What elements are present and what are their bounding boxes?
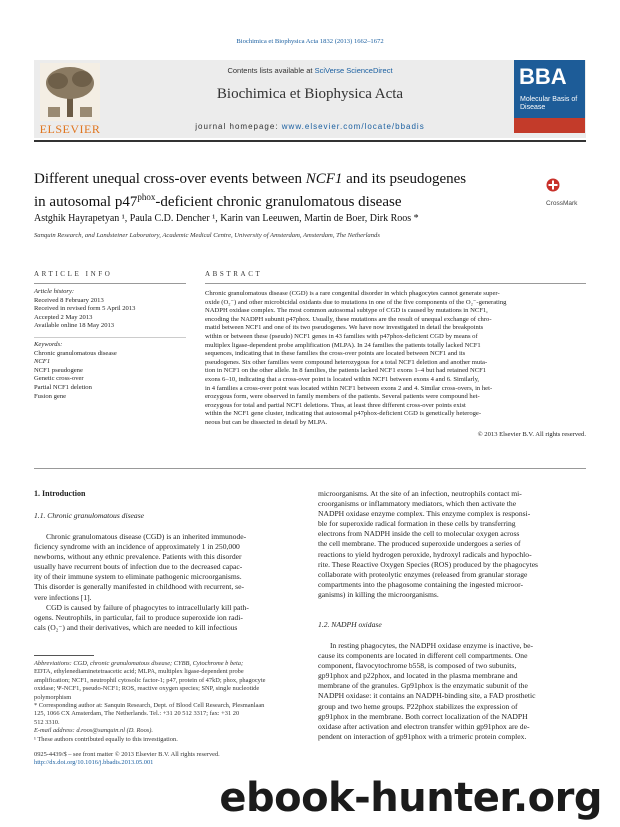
article-info-heading: ARTICLE INFO: [34, 270, 113, 278]
doi-link[interactable]: http://dx.doi.org/10.1016/j.bbadis.2013.05.001: [34, 759, 154, 767]
publisher-name: ELSEVIER: [39, 122, 101, 136]
front-matter: 0925-4439/$ – see front matter © 2013 Elsevier B.V. All rights reserved. http://dx.doi.org/10.1016/j.bbadis.2013.05.001: [34, 751, 302, 768]
sciencedirect-link[interactable]: SciVerse ScienceDirect: [314, 66, 393, 75]
abstract-heading: ABSTRACT: [205, 270, 263, 278]
keywords-rule: [34, 337, 186, 338]
footnote-rule: [34, 655, 94, 656]
abstract-rule: [205, 283, 586, 284]
intro-right-text: microorganisms. At the site of an infection, neutrophils contact mi- croorganisms or inflammatory mediators, which then activate the NADPH oxidase enzyme complex. This enzyme complex is responsi- ble for superoxide radical formation in these cells by transferring electrons from NADPH inside the cell to molecular oxygen across the cell membrane. The produced superoxide undergoes a series of reactions to yield hydrogen peroxide, hydroxyl radicals and hypochlo- rite. These Reactive Oxygen Species (ROS) produced by the phagocytes collaborate with proteolytic enzymes (released from granular storage compartments into the phagosome containing the ingested microor- ganisms) in killing the microorganisms.: [318, 489, 539, 599]
keywords: Keywords: Chronic granulomatous disease NCF1 NCF1 pseudogene Genetic cross-over Partial NCF1 deletion Fusion gene: [34, 341, 117, 400]
watermark: [0, 775, 620, 827]
author-list: Astghik Hayrapetyan ¹, Paula C.D. Dencher ¹, Karin van Leeuwen, Martin de Boer, Dirk Roos *: [34, 213, 419, 224]
crossmark-badge[interactable]: CrossMark: [546, 176, 594, 212]
journal-reference[interactable]: Biochimica et Biophysica Acta 1832 (2013) 1662–1672: [236, 38, 384, 45]
homepage-link[interactable]: www.elsevier.com/locate/bbadis: [281, 122, 425, 131]
footnotes: Abbreviations: CGD, chronic granulomatous disease; CYBB, Cytochrome b beta; EDTA, ethylenediaminetetraacetic acid; MLPA, multiplex ligase-dependent probe amplification; NCF1, neutrophil cytosolic factor-1; p47, protein of 47kD; phox, phagocyte oxidase; Ψ-NCF1, pseudo-NCF1; ROS, reactive oxygen species; SNP, single nucleotide polymorphism * Corresponding author at: Sanquin Research, Dept. of Blood Cell Research, Plesmanlaan 125, 1066 CX Amsterdam, The Netherlands. Tel.: +31 20 512 3317; fax: +31 20 512 3310. E-mail address: d.roos@sanquin.nl (D. Roos). ¹ These authors contributed equally to this investigation.: [34, 660, 302, 744]
crossmark-icon: [546, 178, 560, 192]
abstract-copyright: © 2013 Elsevier B.V. All rights reserved.: [477, 430, 586, 438]
article-history: Article history: Received 8 February 2013 Received in revised form 5 April 2013 Accepted 2 May 2013 Available online 18 May 2013: [34, 288, 136, 330]
cover-band: [514, 118, 585, 133]
abstract-bottom-rule: [34, 468, 586, 469]
nadph-text: In resting phagocytes, the NADPH oxidase enzyme is inactive, be- cause its components are located in different cell compartments. One component, flavocytochrome b558, is composed of two subunits, gp91phox and p22phox, and located in the plasma membrane and membrane of the granules. Gp91phox is the enzymatic subunit of the NADPH oxidase: it contains an NADPH-binding site, a FAD prosthetic group and two heme groups. P22phox stabilizes the expression of gp91phox in the membrane. Both correct localization of the NADPH oxidase after activation and electron transfer within gp91phox are de- pendent on interaction of gp91phox with a trimeric protein complex.: [318, 641, 536, 741]
article-info-rule: [34, 283, 186, 284]
journal-title: Biochimica et Biophysica Acta: [216, 86, 404, 102]
homepage-line: journal homepage: www.elsevier.com/locate/bbadis: [195, 122, 425, 131]
abstract-text: Chronic granulomatous disease (CGD) is a rare congenital disorder in which phagocytes cannot generate super- oxide (O₂⁻) and other microbicidal oxidants due to mutations in one of the five components of the O₂⁻-generating NADPH oxidase complex. The most common autosomal subtype of CGD is caused by mutations in NCF1, encoding the NADPH subunit p47phox. Usually, these mutations are the result of unequal exchange of chro- matid between NCF1 and one of its two pseudogenes. We have now investigated in detail the breakpoints within or between these (pseudo) NCF1 genes in 43 families with p47phox-deficient CGD by means of multiplex ligase-dependent probe amplification (MLPA). In 24 families the patients totally lacked NCF1 sequences, indicating that in these families the cross-over points are located between NCF1 and its pseudogenes. Six other families were compound heterozygous for a total NCF1 deletion and another muta- tion in NCF1 on the other allele. In 8 families, the patients lacked NCF1 exons 1–4 but had retained NCF1 exons 6–10, indicating that a cross-over point is located within NCF1 between exons 4 and 6. Similarly, in 4 families a cross-over point was located within NCF1 between exons 2 and 4. Similar cross-overs, in het- erozygous form, were observed in family members of the patients. Several patients were compound het- erozygous for total and partial NCF1 deletions. Thus, at least three different cross-over points exist within the NCF1 gene cluster, indicating that autosomal p47phox-deficient CGD is genetically heteroge- neous but can be dissected in detail by MLPA. © 2013 Elsevier B.V. All rights reserved.: [205, 290, 586, 438]
article-title: Different unequal cross-over events between NCF1 and its pseudogenes in autosomal $p47^{phox}$-deficient chronic granulomatous disease: [34, 171, 467, 210]
intro-left-text: Chronic granulomatous disease (CGD) is an inherited immunode- ficiency syndrome with an incidence of approximately 1 in 250,000 newborns, without any ethnic prevalence. Patients with this disorder usually have recurrent bouts of infection due to the decreased capac- ity of their immune system to eliminate pathogenic microorganisms. This disorder is generally manifested in childhood with recurrent, se- vere infections [1]. CGD is caused by failure of phagocytes to intracellularly kill path- ogens. Neutrophils, in particular, fail to produce superoxide ion radi- cals (O₂⁻) and their derivatives, which are needed to kill infectious: [34, 532, 249, 632]
journal-cover: [514, 60, 585, 133]
cover-subtitle: Molecular Basis of Disease: [520, 96, 578, 111]
affiliation: Sanquin Research, and Landsteiner Laboratory, Academic Medical Centre, University of Amsterdam, Amsterdam, The Netherlands: [34, 232, 380, 239]
header-rule: [34, 140, 586, 142]
footnote-email[interactable]: E-mail address: d.roos@sanquin.nl (D. Roos).: [34, 727, 154, 735]
subsection-cgd: 1.1. Chronic granulomatous disease: [34, 511, 145, 520]
watermark-text: ebook-hunter.org: [219, 775, 602, 821]
contents-line: Contents lists available at SciVerse ScienceDirect: [227, 66, 393, 75]
cover-title: BBA: [519, 64, 567, 89]
subsection-nadph-oxidase: 1.2. NADPH oxidase: [318, 620, 382, 629]
section-introduction: 1. Introduction: [34, 489, 86, 498]
